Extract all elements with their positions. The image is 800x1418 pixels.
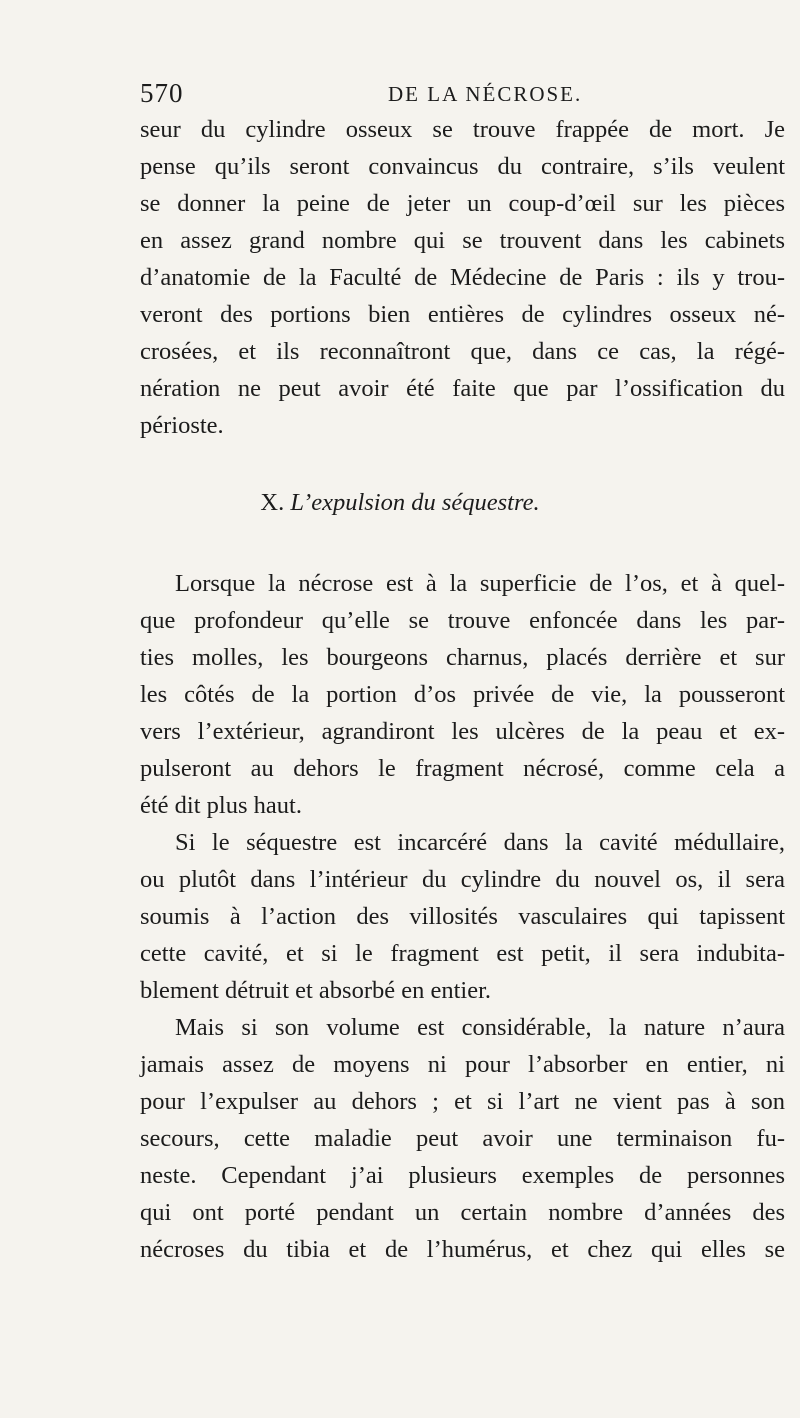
text-line: ties molles, les bourgeons charnus, placés derrière et sur xyxy=(140,644,785,671)
running-head xyxy=(140,78,785,108)
text-line: que profondeur qu’elle se trouve enfoncée dans les par- xyxy=(140,607,785,634)
text-line: se donner la peine de jeter un coup-d’œil sur les pièces xyxy=(140,190,785,217)
text-line: pour l’expulser au dehors ; et si l’art ne vient pas à son xyxy=(140,1088,785,1115)
text-line: vers l’extérieur, agrandiront les ulcères de la peau et ex- xyxy=(140,718,785,745)
text-line: Si le séquestre est incarcéré dans la cavité médullaire, xyxy=(175,829,785,856)
running-title: DE LA NÉCROSE. xyxy=(388,82,583,106)
text-line: périoste. xyxy=(140,412,224,439)
text-line: Mais si son volume est considérable, la nature n’aura xyxy=(175,1014,785,1041)
text-line: crosées, et ils reconnaîtront que, dans ce cas, la régé- xyxy=(140,338,785,365)
text-line: neste. Cependant j’ai plusieurs exemples de personnes xyxy=(140,1162,785,1189)
text-line: cette cavité, et si le fragment est petit, il sera indubita- xyxy=(140,940,785,967)
text-line: nécroses du tibia et de l’humérus, et chez qui elles se xyxy=(140,1236,785,1263)
section-heading xyxy=(0,485,800,521)
text-line: soumis à l’action des villosités vasculaires qui tapissent xyxy=(140,903,785,930)
text-line: jamais assez de moyens ni pour l’absorber en entier, ni xyxy=(140,1051,785,1078)
text-line: d’anatomie de la Faculté de Médecine de Paris : ils y trou- xyxy=(140,264,785,291)
text-line: été dit plus haut. xyxy=(140,792,302,819)
text-line: secours, cette maladie peut avoir une terminaison fu- xyxy=(140,1125,785,1152)
text-line: les côtés de la portion d’os privée de vie, la pousseront xyxy=(140,681,785,708)
page-number: 570 xyxy=(140,78,184,108)
text-line: qui ont porté pendant un certain nombre d’années des xyxy=(140,1199,785,1226)
text-line: pulseront au dehors le fragment nécrosé, comme cela a xyxy=(140,755,785,782)
text-line: seur du cylindre osseux se trouve frappée de mort. Je xyxy=(140,116,785,143)
text-line: pense qu’ils seront convaincus du contraire, s’ils veulent xyxy=(140,153,785,180)
text-line: Lorsque la nécrose est à la superficie de l’os, et à quel- xyxy=(175,570,785,597)
section-number: X. xyxy=(260,489,285,516)
text-line: veront des portions bien entières de cylindres osseux né- xyxy=(140,301,785,328)
section-title: L’expulsion du séquestre. xyxy=(290,489,540,516)
text-line: en assez grand nombre qui se trouvent dans les cabinets xyxy=(140,227,785,254)
text-line: nération ne peut avoir été faite que par l’ossification du xyxy=(140,375,785,402)
text-line: blement détruit et absorbé en entier. xyxy=(140,977,492,1004)
text-line: ou plutôt dans l’intérieur du cylindre du nouvel os, il sera xyxy=(140,866,785,893)
